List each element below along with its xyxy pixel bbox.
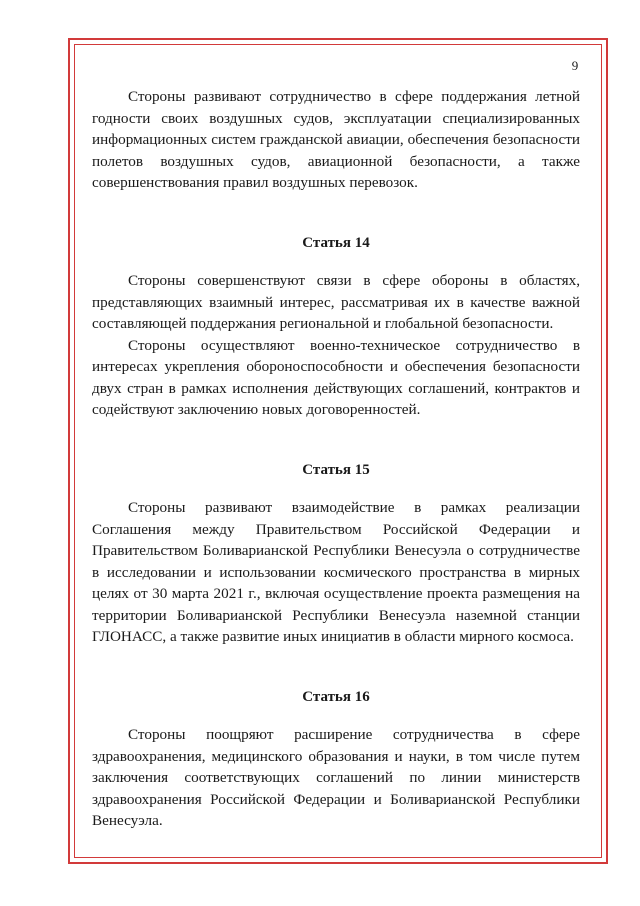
article-15-heading: Статья 15 — [302, 461, 370, 478]
intro-paragraph: Стороны развивают сотрудничество в сфере поддержания летной годности своих воздушных судов, эксплуатации специализированных информационных систем гражданской авиации, обеспечения безопасности полетов воздушных судов, авиационной безопасности, а также совершенствования правил воздушных перевозок. — [92, 88, 580, 191]
article-14-paragraph-2: Стороны осуществляют военно-техническое сотрудничество в интересах укрепления обороноспособности и обеспечения безопасности двух стран в рамках исполнения действующих соглашений, контрактов и содействуют заключению новых договоренностей. — [92, 336, 580, 418]
article-16-paragraph-1: Стороны поощряют расширение сотрудничества в сфере здравоохранения, медицинского образования и науки, в том числе путем заключения соответствующих соглашений по линии министерств здравоохранения Российской Федерации и Боливарианской Республики Венесуэла. — [92, 726, 580, 829]
article-15-paragraph-1: Стороны развивают взаимодействие в рамках реализации Соглашения между Правительством Российской Федерации и Правительством Боливарианской Республики Венесуэла о сотрудничестве в исследовании и использовании космического пространства в мирных целях от 30 марта 2021 г., включая осуществление проекта размещения на территории Боливарианской Республики Венесуэла наземной станции ГЛОНАСС, а также развитие иных инициатив в области мирного космоса. — [92, 499, 580, 645]
article-14-paragraph-1: Стороны совершенствуют связи в сфере обороны в областях, представляющих взаимный интерес, рассматривая их в качестве важной составляющей поддержания региональной и глобальной безопасности. — [92, 272, 580, 332]
article-16-heading: Статья 16 — [302, 688, 370, 705]
article-14-heading: Статья 14 — [302, 234, 370, 251]
document-body — [92, 86, 580, 832]
page-number: 9 — [571, 58, 579, 73]
